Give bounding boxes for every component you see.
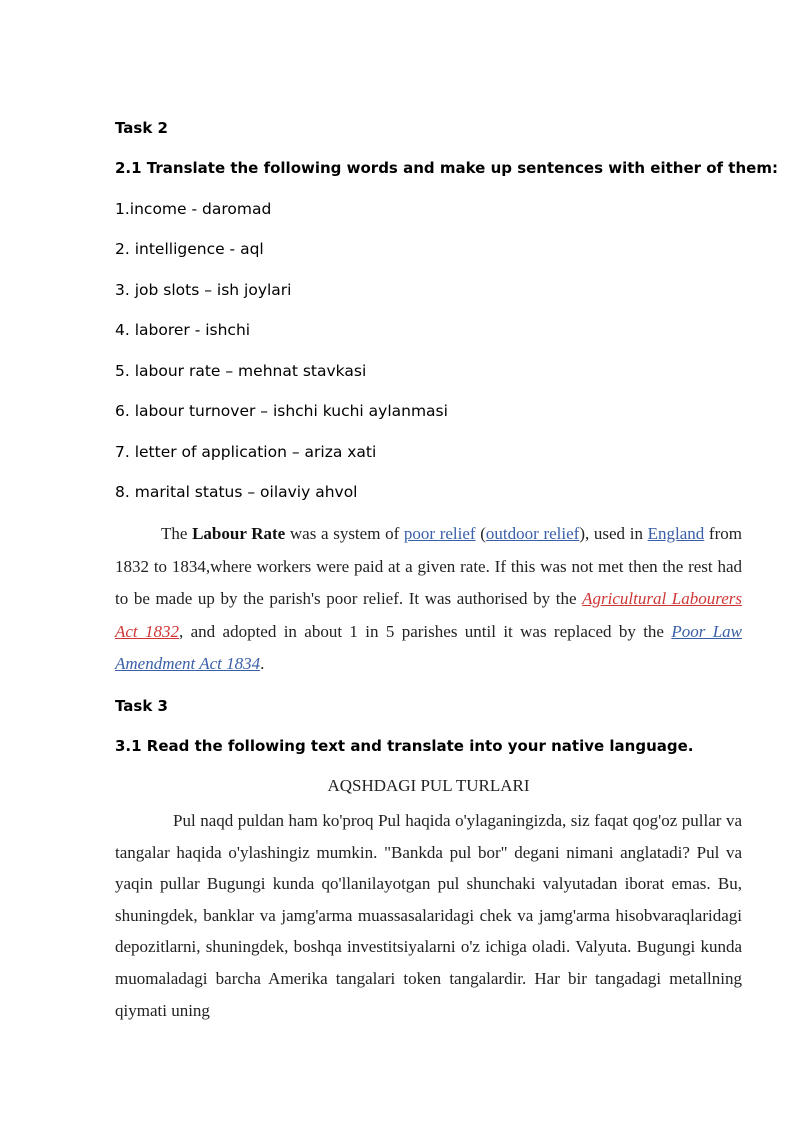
list-item: 4. laborer - ishchi — [115, 321, 251, 339]
text-title: AQSHDAGI PUL TURLARI — [327, 776, 530, 795]
paragraph-text: . — [260, 654, 265, 673]
list-item: 3. job slots – ish joylari — [115, 281, 292, 299]
task2-instruction: 2.1 Translate the following words and make up sentences with either of them: — [115, 159, 778, 177]
list-item: 8. marital status – oilaviy ahvol — [115, 483, 358, 501]
list-item: 1.income - daromad — [115, 200, 272, 218]
paragraph-text: , and adopted in about 1 in 5 parishes until it was replaced by the — [179, 621, 672, 641]
paragraph-text: ( — [475, 524, 486, 543]
task2-heading: Task 2 — [115, 119, 168, 137]
poor-law-amendment-act-link[interactable]: Poor Law Amendment Act 1834 — [115, 621, 742, 673]
task3-instruction: 3.1 Read the following text and translate into your native language. — [115, 737, 694, 755]
list-item: 2. intelligence - aql — [115, 240, 264, 258]
task3-body-paragraph — [115, 805, 742, 1026]
paragraph-text: ), used in — [579, 524, 648, 543]
list-item: 5. labour rate – mehnat stavkasi — [115, 362, 367, 380]
poor-relief-link[interactable]: poor relief — [403, 524, 476, 543]
paragraph-text: was a system of — [285, 524, 404, 543]
england-link[interactable]: England — [647, 524, 705, 543]
paragraph-text: from 1832 to 1834,where workers were paid at a given rate. If this was not met then the rest had to be made up by the parish's poor relief. It was authorised by the — [115, 524, 742, 608]
labour-rate-paragraph — [115, 518, 742, 681]
task3-heading: Task 3 — [115, 697, 168, 715]
agricultural-labourers-act-link[interactable]: Agricultural Labourers Act 1832 — [115, 589, 742, 641]
list-item: 6. labour turnover – ishchi kuchi aylanmasi — [115, 402, 448, 420]
list-item: 7. letter of application – ariza xati — [115, 443, 377, 461]
body-text: Pul naqd puldan ham ko'proq Pul haqida o'ylaganingizda, siz faqat qog'oz pullar va tangalar haqida o'ylashingiz mumkin. "Bankda pul bor" degani nimani anglatadi? Pul va yaqin pullar Bugungi kunda qo'llanilayotgan pul shunchaki valyutadan iborat emas. Bu, shuningdek, banklar va jamg'arma muassasalaridagi chek va jamg'arma hisobvaraqlaridagi depozitlarni, shuningdek, boshqa investitsiyalarni o'z ichiga oladi. Valyuta. Bugungi kunda muomaladagi barcha Amerika tangalari token tangalardir. Har bir tangadagi metallning qiymati uning — [115, 811, 742, 1020]
outdoor-relief-link[interactable]: outdoor relief — [485, 524, 580, 543]
paragraph-text: The — [161, 524, 193, 543]
term-labour-rate: Labour Rate — [192, 524, 286, 543]
